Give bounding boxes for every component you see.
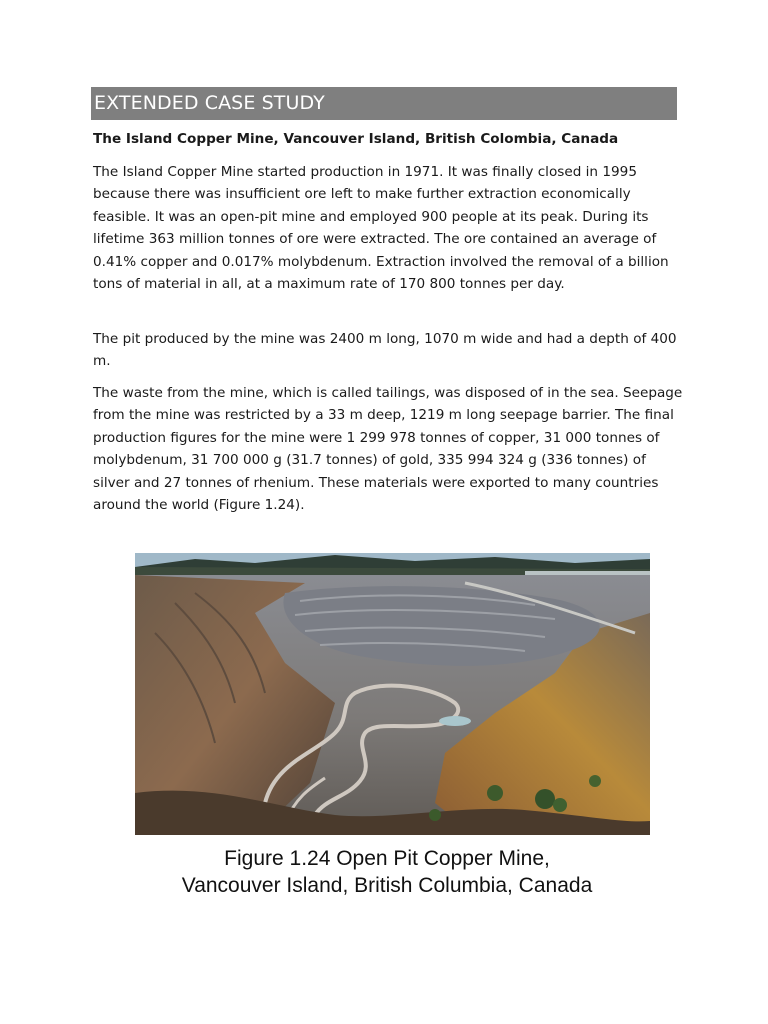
paragraph-pit-dimensions: The pit produced by the mine was 2400 m long, 1070 m wide and had a depth of 400 m. <box>93 331 677 370</box>
figure-open-pit-mine <box>124 551 650 905</box>
figure-caption <box>124 845 650 899</box>
case-study-title: The Island Copper Mine, Vancouver Island, British Colombia, Canada <box>93 131 619 147</box>
section-banner <box>91 87 677 120</box>
paragraph-waste-and-output: The waste from the mine, which is called tailings, was disposed of in the sea. Seepage from the mine was restricted by a 33 m deep, 1219 m long seepage barrier. The final production figures for the mine were 1 299 978 tonnes of copper, 31 000 tonnes of molybdenum, 31 700 000 g (31.7 tonnes) of gold, 335 994 324 g (336 tonnes) of silver and 27 tonnes of rhenium. These materials were exported to many countries around the world (Figure 1.24). <box>93 385 683 514</box>
figure-caption-line-2: Vancouver Island, British Columbia, Canada <box>181 874 593 897</box>
figure-caption-line-1: Figure 1.24 Open Pit Copper Mine, <box>224 847 550 870</box>
open-pit-mine-photo <box>135 553 650 835</box>
paragraph-production-history: The Island Copper Mine started production in 1971. It was finally closed in 1995 because there was insufficient ore left to make further extraction economically feasible. It was an open-pit mine and employed 900 people at its peak. During its lifetime 363 million tonnes of ore were extracted. The ore contained an average of 0.41% copper and 0.017% molybdenum. Extraction involved the removal of a billion tons of material in all, at a maximum rate of 170 800 tonnes per day. <box>93 164 669 293</box>
section-banner-title: EXTENDED CASE STUDY <box>94 92 325 114</box>
